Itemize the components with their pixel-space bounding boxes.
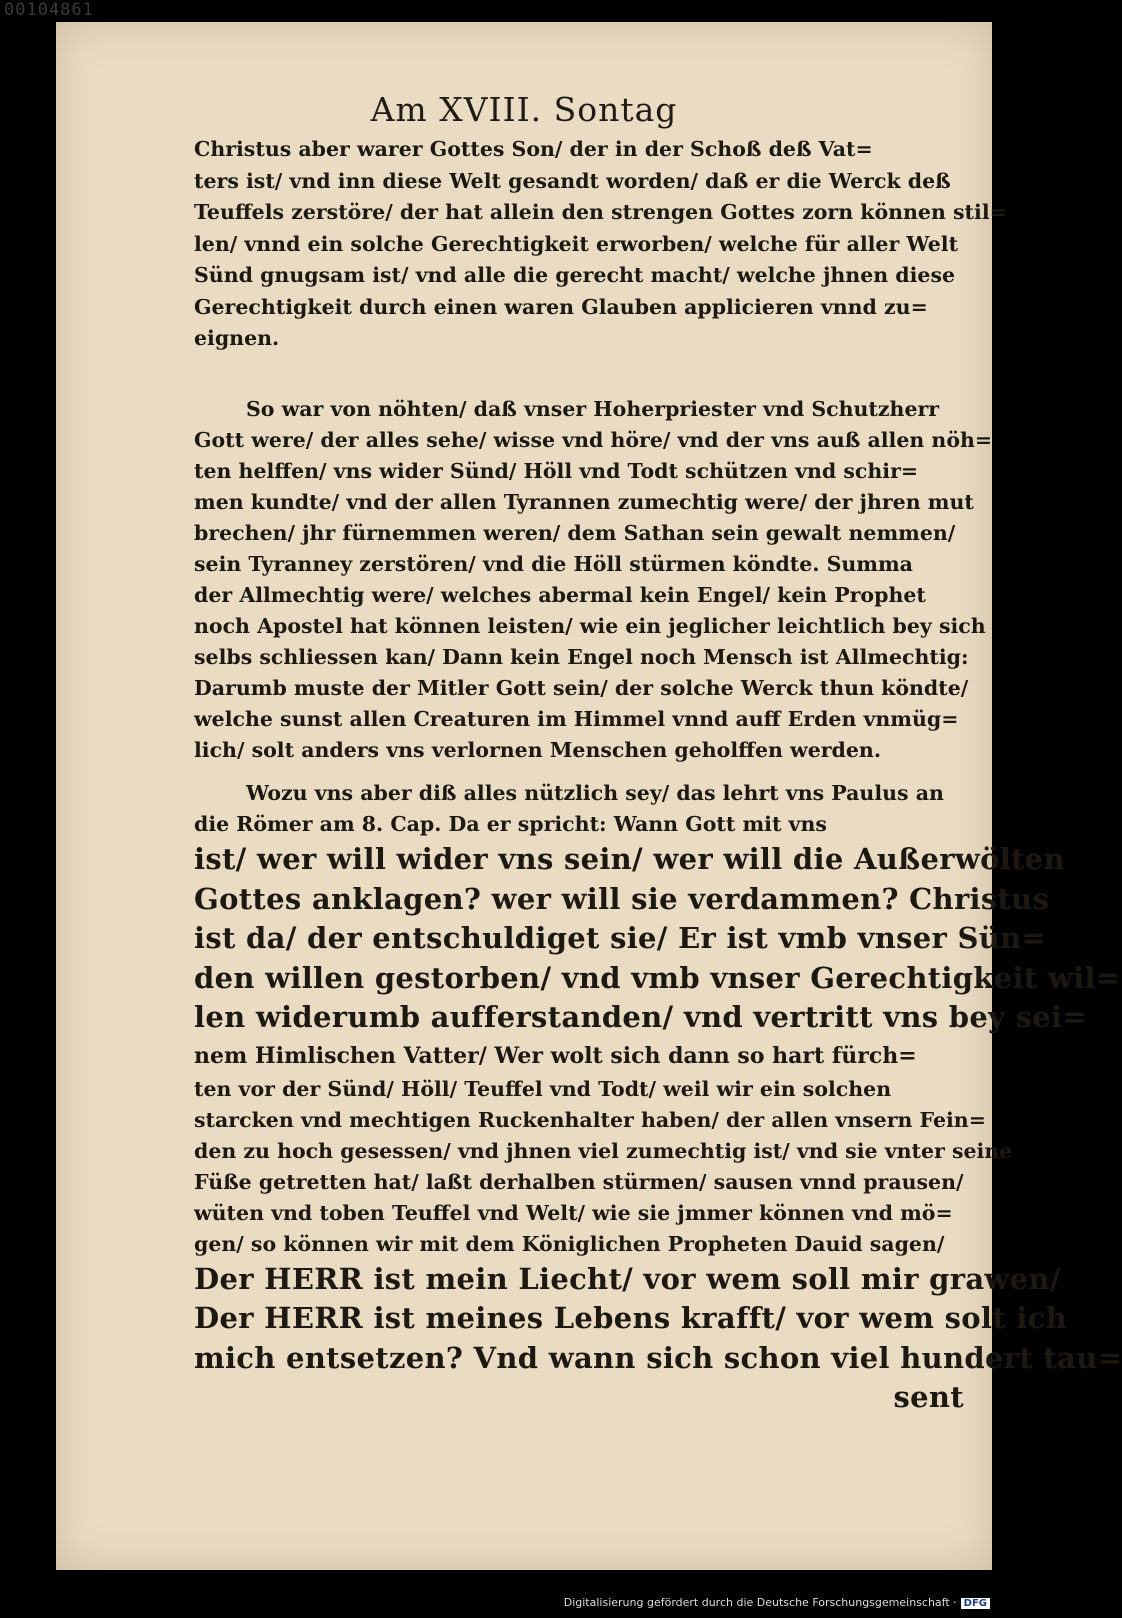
text-line: ten helffen/ vns wider Sünd/ Höll vnd Todt schützen vnd schir= (194, 459, 919, 483)
quote-line: ist/ wer will wider vns sein/ wer will die Außerwölten (194, 842, 1065, 876)
text-line: Gott were/ der alles sehe/ wisse vnd höre/ vnd der vns auß allen nöh= (194, 428, 993, 452)
text-line: brechen/ jhr fürnemmen weren/ dem Sathan sein gewalt nemmen/ (194, 521, 956, 545)
text-line: Darumb muste der Mitler Gott sein/ der solche Werck thun köndte/ (194, 676, 969, 700)
book-page (56, 22, 1122, 1570)
text-line: die Römer am 8. Cap. Da er spricht: Wann Gott mit vns (194, 812, 827, 836)
text-line: ten vor der Sünd/ Höll/ Teuffel vnd Todt/ weil wir ein solchen (194, 1076, 892, 1101)
psalm-line: Der HERR ist mein Liecht/ vor wem soll mir grawen/ (194, 1261, 1061, 1296)
paragraph-3 (194, 778, 1122, 1418)
paragraph-2 (194, 394, 993, 766)
page-heading: Am XVIII. Sontag (370, 90, 678, 129)
text-line: selbs schliessen kan/ Dann kein Engel noch Mensch ist Allmechtig: (194, 645, 969, 669)
digitization-credit (564, 1596, 990, 1609)
text-line: men kundte/ vnd der allen Tyrannen zumechtig were/ der jhren mut (194, 490, 974, 514)
text-line: sein Tyranney zerstören/ vnd die Höll stürmen köndte. Summa (194, 552, 913, 576)
text-line: wüten vnd toben Teuffel vnd Welt/ wie sie jmmer können vnd mö= (194, 1200, 953, 1225)
text-line: Füße getretten hat/ laßt derhalben stürmen/ sausen vnnd prausen/ (194, 1169, 964, 1194)
dfg-logo: DFG (961, 1598, 990, 1609)
paragraph-1 (194, 134, 1007, 355)
psalm-line: mich entsetzen? Vnd wann sich schon viel hundert tau= (194, 1340, 1122, 1375)
text-line: den zu hoch gesessen/ vnd jhnen viel zumechtig ist/ vnd sie vnter seine (194, 1138, 1013, 1163)
text-line: der Allmechtig were/ welches abermal kein Engel/ kein Prophet (194, 583, 926, 607)
quote-line: Gottes anklagen? wer will sie verdammen? Christus (194, 881, 1050, 916)
text-line: Sünd gnugsam ist/ vnd alle die gerecht macht/ welche jhnen diese (194, 263, 956, 287)
psalm-line: Der HERR ist meines Lebens krafft/ vor wem solt ich (194, 1301, 1067, 1335)
text-line: starcken vnd mechtigen Ruckenhalter haben/ der allen vnsern Fein= (194, 1107, 986, 1132)
catchword: sent (893, 1380, 964, 1414)
text-line: ters ist/ vnd inn diese Welt gesandt worden/ daß er die Werck deß (194, 168, 951, 193)
quote-line: ist da/ der entschuldiget sie/ Er ist vmb vnser Sün= (194, 921, 1047, 955)
text-line: eignen. (194, 326, 280, 350)
text-line: So war von nöhten/ daß vnser Hoherpriester vnd Schutzherr (246, 397, 940, 421)
text-line: Christus aber warer Gottes Son/ der in der Schoß deß Vat= (194, 137, 873, 161)
text-line: len/ vnnd ein solche Gerechtigkeit erworben/ welche für aller Welt (194, 231, 959, 256)
text-line: Gerechtigkeit durch einen waren Glauben applicieren vnnd zu= (194, 294, 928, 319)
text-line: gen/ so können wir mit dem Königlichen Propheten Dauid sagen/ (194, 1231, 945, 1256)
text-line: lich/ solt anders vns verlornen Menschen geholffen werden. (194, 738, 881, 762)
text-line: Teuffels zerstöre/ der hat allein den strengen Gottes zorn können stil= (194, 200, 1007, 224)
scan-id: 00104861 (4, 0, 94, 20)
quote-line: den willen gestorben/ vnd vmb vnser Gerechtigkeit wil= (194, 960, 1121, 995)
text-line: welche sunst allen Creaturen im Himmel vnnd auff Erden vnmüg= (194, 707, 959, 731)
quote-line: nem Himlischen Vatter/ Wer wolt sich dann so hart fürch= (194, 1042, 917, 1069)
text-line: Wozu vns aber diß alles nützlich sey/ das lehrt vns Paulus an (246, 781, 944, 805)
credit-text: Digitalisierung gefördert durch die Deutsche Forschungsgemeinschaft · (563, 1596, 957, 1609)
quote-line: len widerumb aufferstanden/ vnd vertritt vns bey sei= (194, 1000, 1087, 1034)
text-line: noch Apostel hat können leisten/ wie ein jeglicher leichtlich bey sich (194, 614, 986, 638)
